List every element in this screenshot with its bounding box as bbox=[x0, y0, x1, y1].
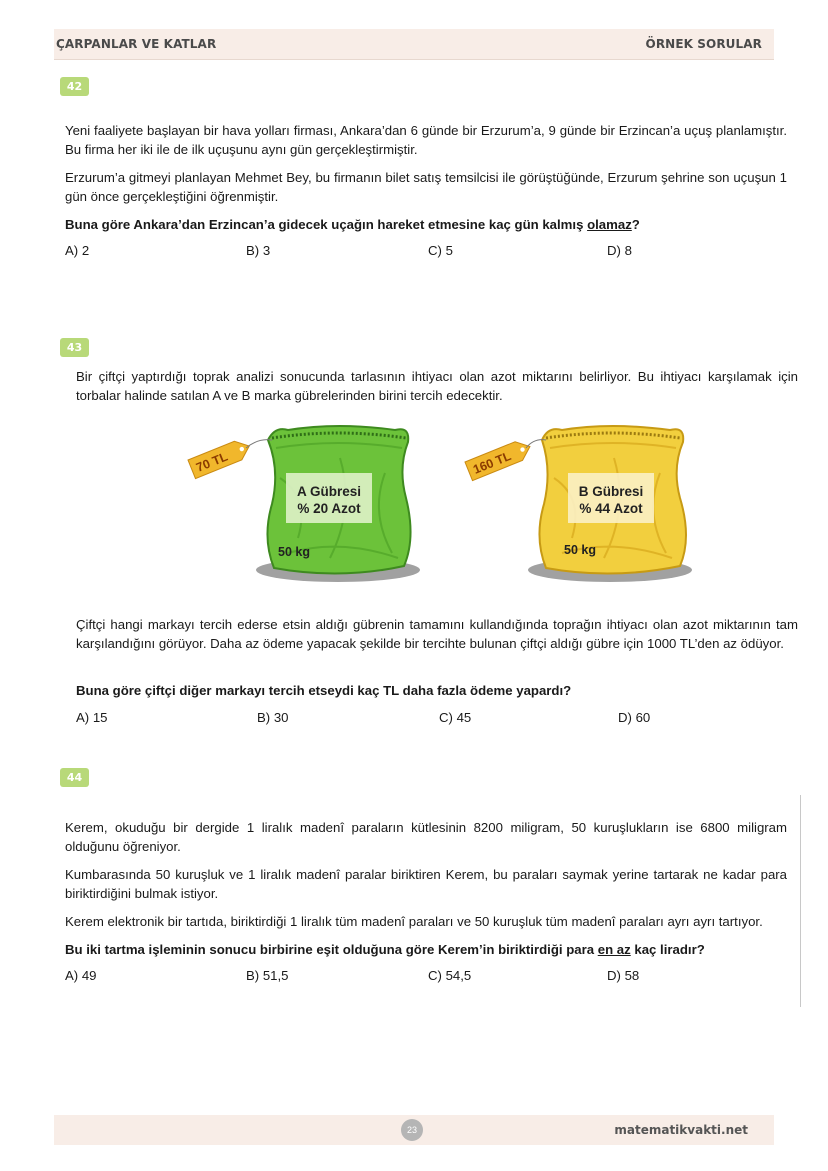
q43-option-b[interactable]: B) 30 bbox=[257, 710, 289, 725]
page-footer bbox=[54, 1115, 774, 1145]
q44-paragraph-1: Kerem, okuduğu bir dergide 1 liralık madenî paraların kütlesinin 8200 miligram, 50 kuruşlukların ise 6800 miligram olduğunu öğreniyor. bbox=[65, 820, 787, 854]
bag-b-weight: 50 kg bbox=[564, 543, 596, 557]
fertilizer-bags-illustration bbox=[180, 418, 710, 593]
q43-option-a[interactable]: A) 15 bbox=[76, 710, 108, 725]
q44-option-c[interactable]: C) 54,5 bbox=[428, 968, 472, 983]
q44-option-b[interactable]: B) 51,5 bbox=[246, 968, 289, 983]
page-header bbox=[54, 29, 774, 60]
bag-b-percent: % 44 Azot bbox=[579, 501, 643, 516]
q42-paragraph-1: Yeni faaliyete başlayan bir hava yolları firması, Ankara’dan 6 günde bir Erzurum’a, 9 günde bir Erzincan’a uçuş planlamıştır. Bu firma her iki ile de ilk uçuşunu aynı gün gerçekleştirmiştir. bbox=[65, 123, 787, 157]
bag-b-name: B Gübresi bbox=[578, 484, 644, 499]
bag-a bbox=[188, 426, 420, 582]
bag-b-price: 160 TL bbox=[471, 448, 514, 477]
q42-option-d[interactable]: D) 8 bbox=[607, 243, 632, 258]
q43-paragraph-2: Çiftçi hangi markayı tercih ederse etsin aldığı gübrenin tamamını kullandığında toprağın ihtiyacı olan azot miktarının tam karşılandığını görüyor. Daha az ödeme yapacak şekilde bir tercihte bulunan çiftçi aldığı gübre için 1000 TL’den az ödüyor. bbox=[76, 617, 798, 651]
q43-paragraph-1: Bir çiftçi yaptırdığı toprak analizi sonucunda tarlasının ihtiyacı olan azot miktarını belirliyor. Bu ihtiyacı karşılamak için torbalar halinde satılan A ve B marka gübrelerinden birini tercih edecektir. bbox=[76, 369, 798, 403]
question-number-43: 43 bbox=[60, 338, 89, 357]
bag-a-name: A Gübresi bbox=[296, 484, 362, 499]
q42-question bbox=[65, 215, 787, 234]
q44-option-a[interactable]: A) 49 bbox=[65, 968, 97, 983]
q44-question-emphasis: en az bbox=[597, 942, 631, 957]
question-number-42: 42 bbox=[60, 77, 89, 96]
q43-option-c[interactable]: C) 45 bbox=[439, 710, 472, 725]
page-number: 23 bbox=[401, 1119, 423, 1141]
q44-question-text: Bu iki tartma işleminin sonucu birbirine eşit olduğuna göre Kerem’in biriktirdiği para bbox=[65, 942, 598, 957]
bag-a-percent: % 20 Azot bbox=[297, 501, 361, 516]
q42-option-a[interactable]: A) 2 bbox=[65, 243, 90, 258]
q42-question-emphasis: olamaz bbox=[587, 217, 632, 232]
bag-a-price: 70 TL bbox=[194, 449, 230, 475]
q43-option-d[interactable]: D) 60 bbox=[618, 710, 651, 725]
q43-question: Buna göre çiftçi diğer markayı tercih etseydi kaç TL daha fazla ödeme yapardı? bbox=[76, 683, 572, 698]
chapter-title: ÇARPANLAR VE KATLAR bbox=[56, 37, 217, 51]
bag-a-price-tag bbox=[188, 437, 253, 479]
q42-paragraph-2: Erzurum’a gitmeyi planlayan Mehmet Bey, bu firmanın bilet satış temsilcisi ile görüştüğünde, Erzurum şehrine son uçuşun 1 gün önce gerçekleştiğini öğrenmiştir. bbox=[65, 170, 787, 204]
q42-question-end: ? bbox=[631, 217, 640, 232]
section-title: ÖRNEK SORULAR bbox=[645, 37, 762, 51]
q44-question-end: kaç liradır? bbox=[630, 942, 705, 957]
q44-paragraph-2: Kumbarasında 50 kuruşluk ve 1 liralık madenî paralar biriktiren Kerem, bu paraları saymak yerine tartarak ne kadar para biriktirdiğini bulmak istiyor. bbox=[65, 867, 787, 901]
q42-option-c[interactable]: C) 5 bbox=[428, 243, 453, 258]
bag-b bbox=[465, 426, 692, 582]
question-number-44: 44 bbox=[60, 768, 89, 787]
q44-paragraph-3: Kerem elektronik bir tartıda, biriktirdiği 1 liralık tüm madenî paraları ve 50 kuruşluk tüm madenî paraları ayrı ayrı tartıyor. bbox=[65, 914, 763, 929]
site-name: matematikvakti.net bbox=[614, 1123, 748, 1137]
q42-question-text: Buna göre Ankara’dan Erzincan’a gidecek uçağın hareket etmesine kaç gün kalmış bbox=[65, 217, 588, 232]
column-divider bbox=[800, 795, 801, 1007]
q44-question bbox=[65, 940, 787, 959]
bag-b-price-tag bbox=[465, 437, 534, 480]
q42-option-b[interactable]: B) 3 bbox=[246, 243, 271, 258]
q44-option-d[interactable]: D) 58 bbox=[607, 968, 640, 983]
bag-a-weight: 50 kg bbox=[278, 545, 310, 559]
